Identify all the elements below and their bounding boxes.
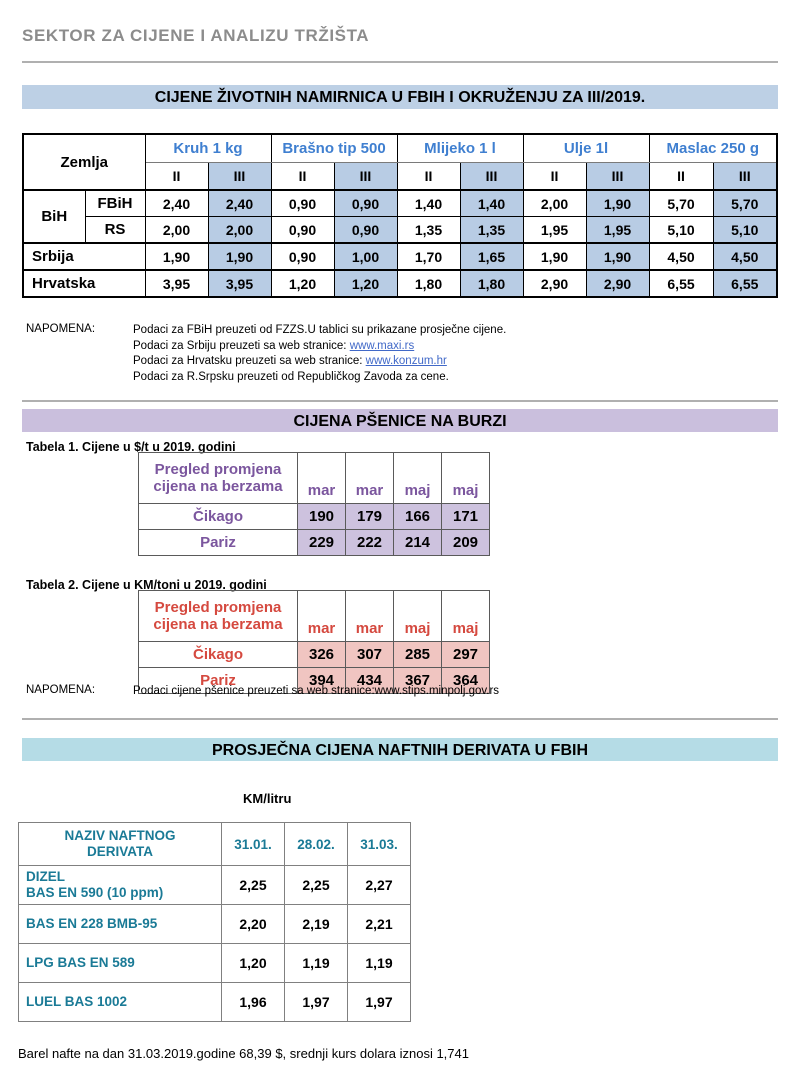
fuel-r2-v1: 1,19 xyxy=(285,944,348,983)
fuel-r3-v2: 1,97 xyxy=(348,983,411,1022)
header-cell-month-2-III: III xyxy=(460,163,523,191)
fuel-r1-v1: 2,19 xyxy=(285,905,348,944)
fuel-r0-v0: 2,25 xyxy=(222,866,285,905)
fuel-unit-label: KM/litru xyxy=(243,791,292,806)
row-sub-rs: RS xyxy=(85,217,145,244)
footer-note: Barel nafte na dan 31.03.2019.godine 68,39 $, srednji kurs dolara iznosi 1,741 xyxy=(18,1046,469,1061)
table-row xyxy=(19,944,411,983)
wheat2-col-blank-1 xyxy=(346,591,394,617)
cell-r2-c8: 4,50 xyxy=(649,243,713,270)
cell-r2-c5: 1,65 xyxy=(460,243,523,270)
wheat2-cikago-v2: 285 xyxy=(394,642,442,668)
cell-r0-c4: 1,40 xyxy=(397,190,460,217)
wheat2-row-header xyxy=(139,591,298,642)
header-cell-country: Zemlja xyxy=(23,134,145,190)
cell-r0-c5: 1,40 xyxy=(460,190,523,217)
fuel-header-date-0: 31.01. xyxy=(222,823,285,866)
wheat1-col-header-0: mar xyxy=(298,478,346,504)
wheat1-row-header-line2: cijena na berzama xyxy=(153,478,283,495)
food-section-banner: CIJENE ŽIVOTNIH NAMIRNICA U FBIH I OKRUŽENJU ZA III/2019. xyxy=(22,85,778,109)
wheat2-col-blank-3 xyxy=(442,591,490,617)
table-row xyxy=(19,866,411,905)
row-group-bih: BiH xyxy=(23,190,85,243)
cell-r3-c0: 3,95 xyxy=(145,270,208,297)
fuel-row-2-line2: LPG BAS EN 589 xyxy=(26,955,135,970)
table-row xyxy=(23,190,777,217)
napomena-line-0 xyxy=(133,323,506,339)
cell-r0-c7: 1,90 xyxy=(586,190,649,217)
napomena-label-wheat: NAPOMENA: xyxy=(26,684,96,696)
divider-rule-fuel xyxy=(22,718,778,720)
header-cell-month-2-II: II xyxy=(397,163,460,191)
wheat1-row-header-line1: Pregled promjena xyxy=(154,461,282,478)
wheat2-pariz-v1: 434 xyxy=(346,668,394,694)
wheat2-pariz-v3: 364 xyxy=(442,668,490,694)
wheat1-row-label-cikago: Čikago xyxy=(139,504,298,530)
fuel-header-date-2: 31.03. xyxy=(348,823,411,866)
cell-r2-c1: 1,90 xyxy=(208,243,271,270)
header-cell-month-1-III: III xyxy=(334,163,397,191)
header-cell-month-3-III: III xyxy=(586,163,649,191)
fuel-r2-v2: 1,19 xyxy=(348,944,411,983)
wheat1-cikago-v1: 179 xyxy=(346,504,394,530)
table-row xyxy=(19,983,411,1022)
napomena-label-food: NAPOMENA: xyxy=(26,323,96,335)
fuel-row-3-line2: LUEL BAS 1002 xyxy=(26,994,128,1009)
header-cell-month-4-III: III xyxy=(713,163,777,191)
cell-r1-c2: 0,90 xyxy=(271,217,334,244)
wheat-table2-caption: Tabela 2. Cijene u KM/toni u 2019. godini xyxy=(26,578,267,592)
cell-r3-c3: 1,20 xyxy=(334,270,397,297)
wheat1-cikago-v2: 166 xyxy=(394,504,442,530)
header-cell-month-3-II: II xyxy=(523,163,586,191)
fuel-header-name-line2: DERIVATA xyxy=(87,844,153,859)
cell-r0-c9: 5,70 xyxy=(713,190,777,217)
cell-r2-c4: 1,70 xyxy=(397,243,460,270)
cell-r3-c9: 6,55 xyxy=(713,270,777,297)
document-header-title: SEKTOR ZA CIJENE I ANALIZU TRŽIŠTA xyxy=(22,26,370,45)
fuel-header-name-line1: NAZIV NAFTNOG xyxy=(64,828,176,843)
wheat-prices-usd-table xyxy=(138,452,490,556)
fuel-section-banner: PROSJEČNA CIJENA NAFTNIH DERIVATA U FBIH xyxy=(22,738,778,761)
fuel-row-name-0 xyxy=(19,866,222,905)
table-row xyxy=(139,453,490,479)
cell-r1-c8: 5,10 xyxy=(649,217,713,244)
cell-r0-c6: 2,00 xyxy=(523,190,586,217)
wheat1-col-header-1: mar xyxy=(346,478,394,504)
food-header-row-products xyxy=(23,134,777,163)
wheat1-cikago-v3: 171 xyxy=(442,504,490,530)
wheat1-col-blank-2 xyxy=(394,453,442,479)
wheat1-col-header-2: maj xyxy=(394,478,442,504)
row-group-hrvatska: Hrvatska xyxy=(23,270,145,297)
header-cell-product-3: Ulje 1l xyxy=(523,134,649,163)
fuel-r0-v1: 2,25 xyxy=(285,866,348,905)
fuel-header-date-1: 28.02. xyxy=(285,823,348,866)
cell-r3-c8: 6,55 xyxy=(649,270,713,297)
cell-r0-c1: 2,40 xyxy=(208,190,271,217)
cell-r2-c3: 1,00 xyxy=(334,243,397,270)
fuel-r0-v2: 2,27 xyxy=(348,866,411,905)
cell-r3-c1: 3,95 xyxy=(208,270,271,297)
cell-r2-c2: 0,90 xyxy=(271,243,334,270)
cell-r1-c3: 0,90 xyxy=(334,217,397,244)
cell-r1-c0: 2,00 xyxy=(145,217,208,244)
cell-r3-c2: 1,20 xyxy=(271,270,334,297)
table-row xyxy=(23,243,777,270)
header-cell-product-4: Maslac 250 g xyxy=(649,134,777,163)
wheat1-col-blank-0 xyxy=(298,453,346,479)
napomena-line-0-text: Podaci za FBiH preuzeti od FZZS.U tablici su prikazane prosječne cijene. xyxy=(133,324,507,336)
link-konzum-hr[interactable]: www.konzum.hr xyxy=(365,355,447,367)
wheat1-pariz-v3: 209 xyxy=(442,530,490,556)
wheat-table1-caption: Tabela 1. Cijene u $/t u 2019. godini xyxy=(26,440,236,454)
wheat2-cikago-v1: 307 xyxy=(346,642,394,668)
food-prices-table xyxy=(22,133,778,298)
header-cell-product-2: Mlijeko 1 l xyxy=(397,134,523,163)
napomena-line-3 xyxy=(133,370,506,386)
cell-r0-c2: 0,90 xyxy=(271,190,334,217)
cell-r0-c3: 0,90 xyxy=(334,190,397,217)
wheat2-cikago-v3: 297 xyxy=(442,642,490,668)
table-row xyxy=(23,270,777,297)
cell-r1-c4: 1,35 xyxy=(397,217,460,244)
cell-r2-c6: 1,90 xyxy=(523,243,586,270)
wheat2-pariz-v0: 394 xyxy=(298,668,346,694)
cell-r0-c8: 5,70 xyxy=(649,190,713,217)
wheat2-col-header-3: maj xyxy=(442,616,490,642)
wheat1-row-label-pariz: Pariz xyxy=(139,530,298,556)
cell-r1-c9: 5,10 xyxy=(713,217,777,244)
cell-r3-c5: 1,80 xyxy=(460,270,523,297)
wheat1-cikago-v0: 190 xyxy=(298,504,346,530)
wheat2-row-header-line1: Pregled promjena xyxy=(154,599,282,616)
napomena-line-1 xyxy=(133,339,506,355)
cell-r1-c7: 1,95 xyxy=(586,217,649,244)
wheat1-col-blank-1 xyxy=(346,453,394,479)
header-cell-month-1-II: II xyxy=(271,163,334,191)
table-row xyxy=(139,642,490,668)
cell-r2-c0: 1,90 xyxy=(145,243,208,270)
header-cell-product-1: Brašno tip 500 xyxy=(271,134,397,163)
wheat-section-banner: CIJENA PŠENICE NA BURZI xyxy=(22,409,778,432)
fuel-r1-v2: 2,21 xyxy=(348,905,411,944)
wheat2-row-label-pariz: Pariz xyxy=(139,668,298,694)
napomena-line-2 xyxy=(133,354,506,370)
header-cell-month-0-II: II xyxy=(145,163,208,191)
wheat1-row-header xyxy=(139,453,298,504)
wheat1-pariz-v2: 214 xyxy=(394,530,442,556)
cell-r2-c7: 1,90 xyxy=(586,243,649,270)
fuel-r3-v0: 1,96 xyxy=(222,983,285,1022)
wheat2-cikago-v0: 326 xyxy=(298,642,346,668)
table-row xyxy=(139,530,490,556)
fuel-r1-v0: 2,20 xyxy=(222,905,285,944)
cell-r1-c6: 1,95 xyxy=(523,217,586,244)
fuel-r2-v0: 1,20 xyxy=(222,944,285,983)
header-cell-month-0-III: III xyxy=(208,163,271,191)
wheat1-pariz-v0: 229 xyxy=(298,530,346,556)
fuel-prices-table xyxy=(18,822,411,1022)
fuel-row-name-3 xyxy=(19,983,222,1022)
napomena-line-1-text: Podaci za Srbiju preuzeti sa web stranice: xyxy=(133,339,350,352)
table-row xyxy=(139,591,490,617)
cell-r1-c5: 1,35 xyxy=(460,217,523,244)
fuel-row-name-2 xyxy=(19,944,222,983)
link-maxi-rs[interactable]: www.maxi.rs xyxy=(349,339,415,352)
wheat2-col-blank-0 xyxy=(298,591,346,617)
divider-rule-top xyxy=(22,61,778,63)
fuel-header-name xyxy=(19,823,222,866)
wheat1-pariz-v1: 222 xyxy=(346,530,394,556)
row-group-srbija: Srbija xyxy=(23,243,145,270)
fuel-row-0-line2: BAS EN 590 (10 ppm) xyxy=(26,885,164,900)
wheat2-col-header-0: mar xyxy=(298,616,346,642)
wheat2-col-header-1: mar xyxy=(346,616,394,642)
wheat1-col-header-3: maj xyxy=(442,478,490,504)
napomena-text-food xyxy=(133,323,506,385)
header-cell-product-0: Kruh 1 kg xyxy=(145,134,271,163)
fuel-row-name-1 xyxy=(19,905,222,944)
header-cell-month-4-II: II xyxy=(649,163,713,191)
cell-r2-c9: 4,50 xyxy=(713,243,777,270)
table-row xyxy=(19,905,411,944)
wheat2-row-label-cikago: Čikago xyxy=(139,642,298,668)
wheat2-col-header-2: maj xyxy=(394,616,442,642)
cell-r3-c7: 2,90 xyxy=(586,270,649,297)
fuel-row-0-line1: DIZEL xyxy=(26,869,65,884)
wheat-prices-km-table xyxy=(138,590,490,694)
cell-r3-c6: 2,90 xyxy=(523,270,586,297)
table-row xyxy=(139,504,490,530)
fuel-header-row xyxy=(19,823,411,866)
napomena-line-3-text: Podaci za R.Srpsku preuzeti od Republičkog Zavoda za cene. xyxy=(133,370,449,383)
wheat2-col-blank-2 xyxy=(394,591,442,617)
wheat1-col-blank-3 xyxy=(442,453,490,479)
napomena-text-wheat: Podaci cijene pšenice preuzeti sa web stranice:www.stips.minpolj.gov.rs xyxy=(133,685,500,697)
row-sub-fbih: FBiH xyxy=(85,190,145,217)
fuel-r3-v1: 1,97 xyxy=(285,983,348,1022)
table-row xyxy=(23,217,777,244)
fuel-row-1-line2: BAS EN 228 BMB-95 xyxy=(26,916,158,931)
wheat2-row-header-line2: cijena na berzama xyxy=(153,616,283,633)
wheat2-pariz-v2: 367 xyxy=(394,668,442,694)
divider-rule-wheat xyxy=(22,400,778,402)
cell-r0-c0: 2,40 xyxy=(145,190,208,217)
napomena-line-2-text: Podaci za Hrvatsku preuzeti sa web stranice: xyxy=(133,355,366,367)
cell-r1-c1: 2,00 xyxy=(208,217,271,244)
cell-r3-c4: 1,80 xyxy=(397,270,460,297)
